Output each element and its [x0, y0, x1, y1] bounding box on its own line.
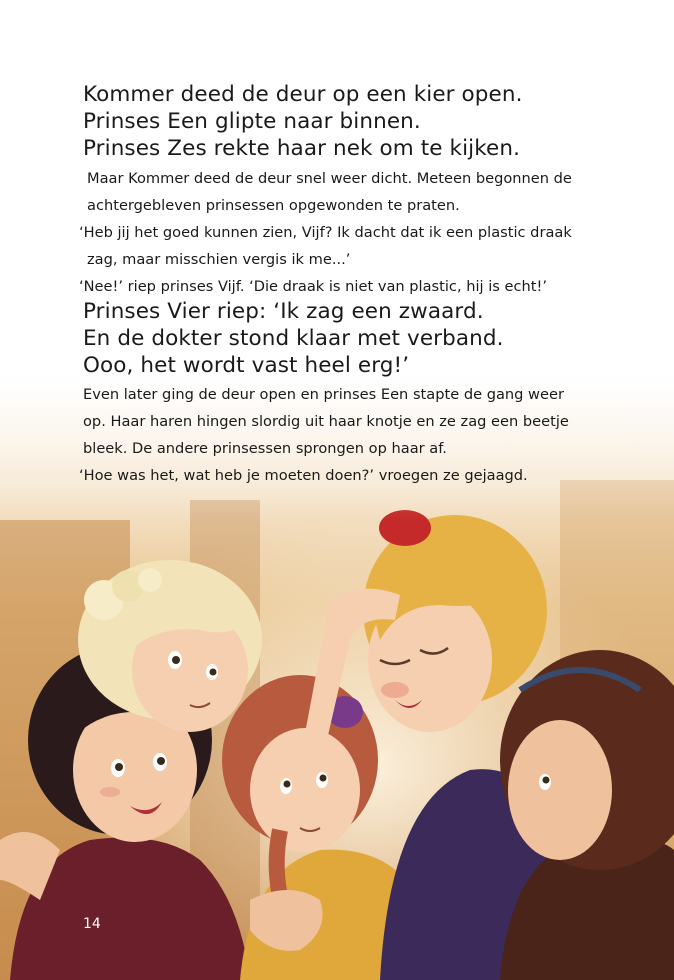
text-line: Prinses Vier riep: ‘Ik zag een zwaard. [83, 299, 484, 324]
text-line: bleek. De andere prinsessen sprongen op haar af. [83, 440, 447, 457]
page-number: 14 [83, 916, 101, 932]
text-line: ‘Nee!’ riep prinses Vijf. ‘Die draak is niet van plastic, hij is echt!’ [79, 278, 547, 295]
text-line: Maar Kommer deed de deur snel weer dicht. Meteen begonnen de [87, 170, 572, 187]
text-line: zag, maar misschien vergis ik me...’ [87, 251, 351, 268]
text-line: Prinses Zes rekte haar nek om te kijken. [83, 136, 521, 161]
text-line: Even later ging de deur open en prinses Een stapte de gang weer [83, 386, 564, 403]
text-line: op. Haar haren hingen slordig uit haar knotje en ze zag een beetje [83, 413, 569, 430]
text-line: Kommer deed de deur op een kier open. [83, 82, 523, 107]
text-line: ‘Hoe was het, wat heb je moeten doen?’ vroegen ze gejaagd. [79, 467, 528, 484]
text-line: ‘Heb jij het goed kunnen zien, Vijf? Ik dacht dat ik een plastic draak [79, 224, 572, 241]
text-line: achtergebleven prinsessen opgewonden te praten. [87, 197, 460, 214]
text-line: Prinses Een glipte naar binnen. [83, 109, 421, 134]
text-line: En de dokter stond klaar met verband. [83, 326, 504, 351]
princess-brown-hair-right [500, 650, 674, 980]
text-line: Ooo, het wordt vast heel erg!’ [83, 353, 410, 378]
